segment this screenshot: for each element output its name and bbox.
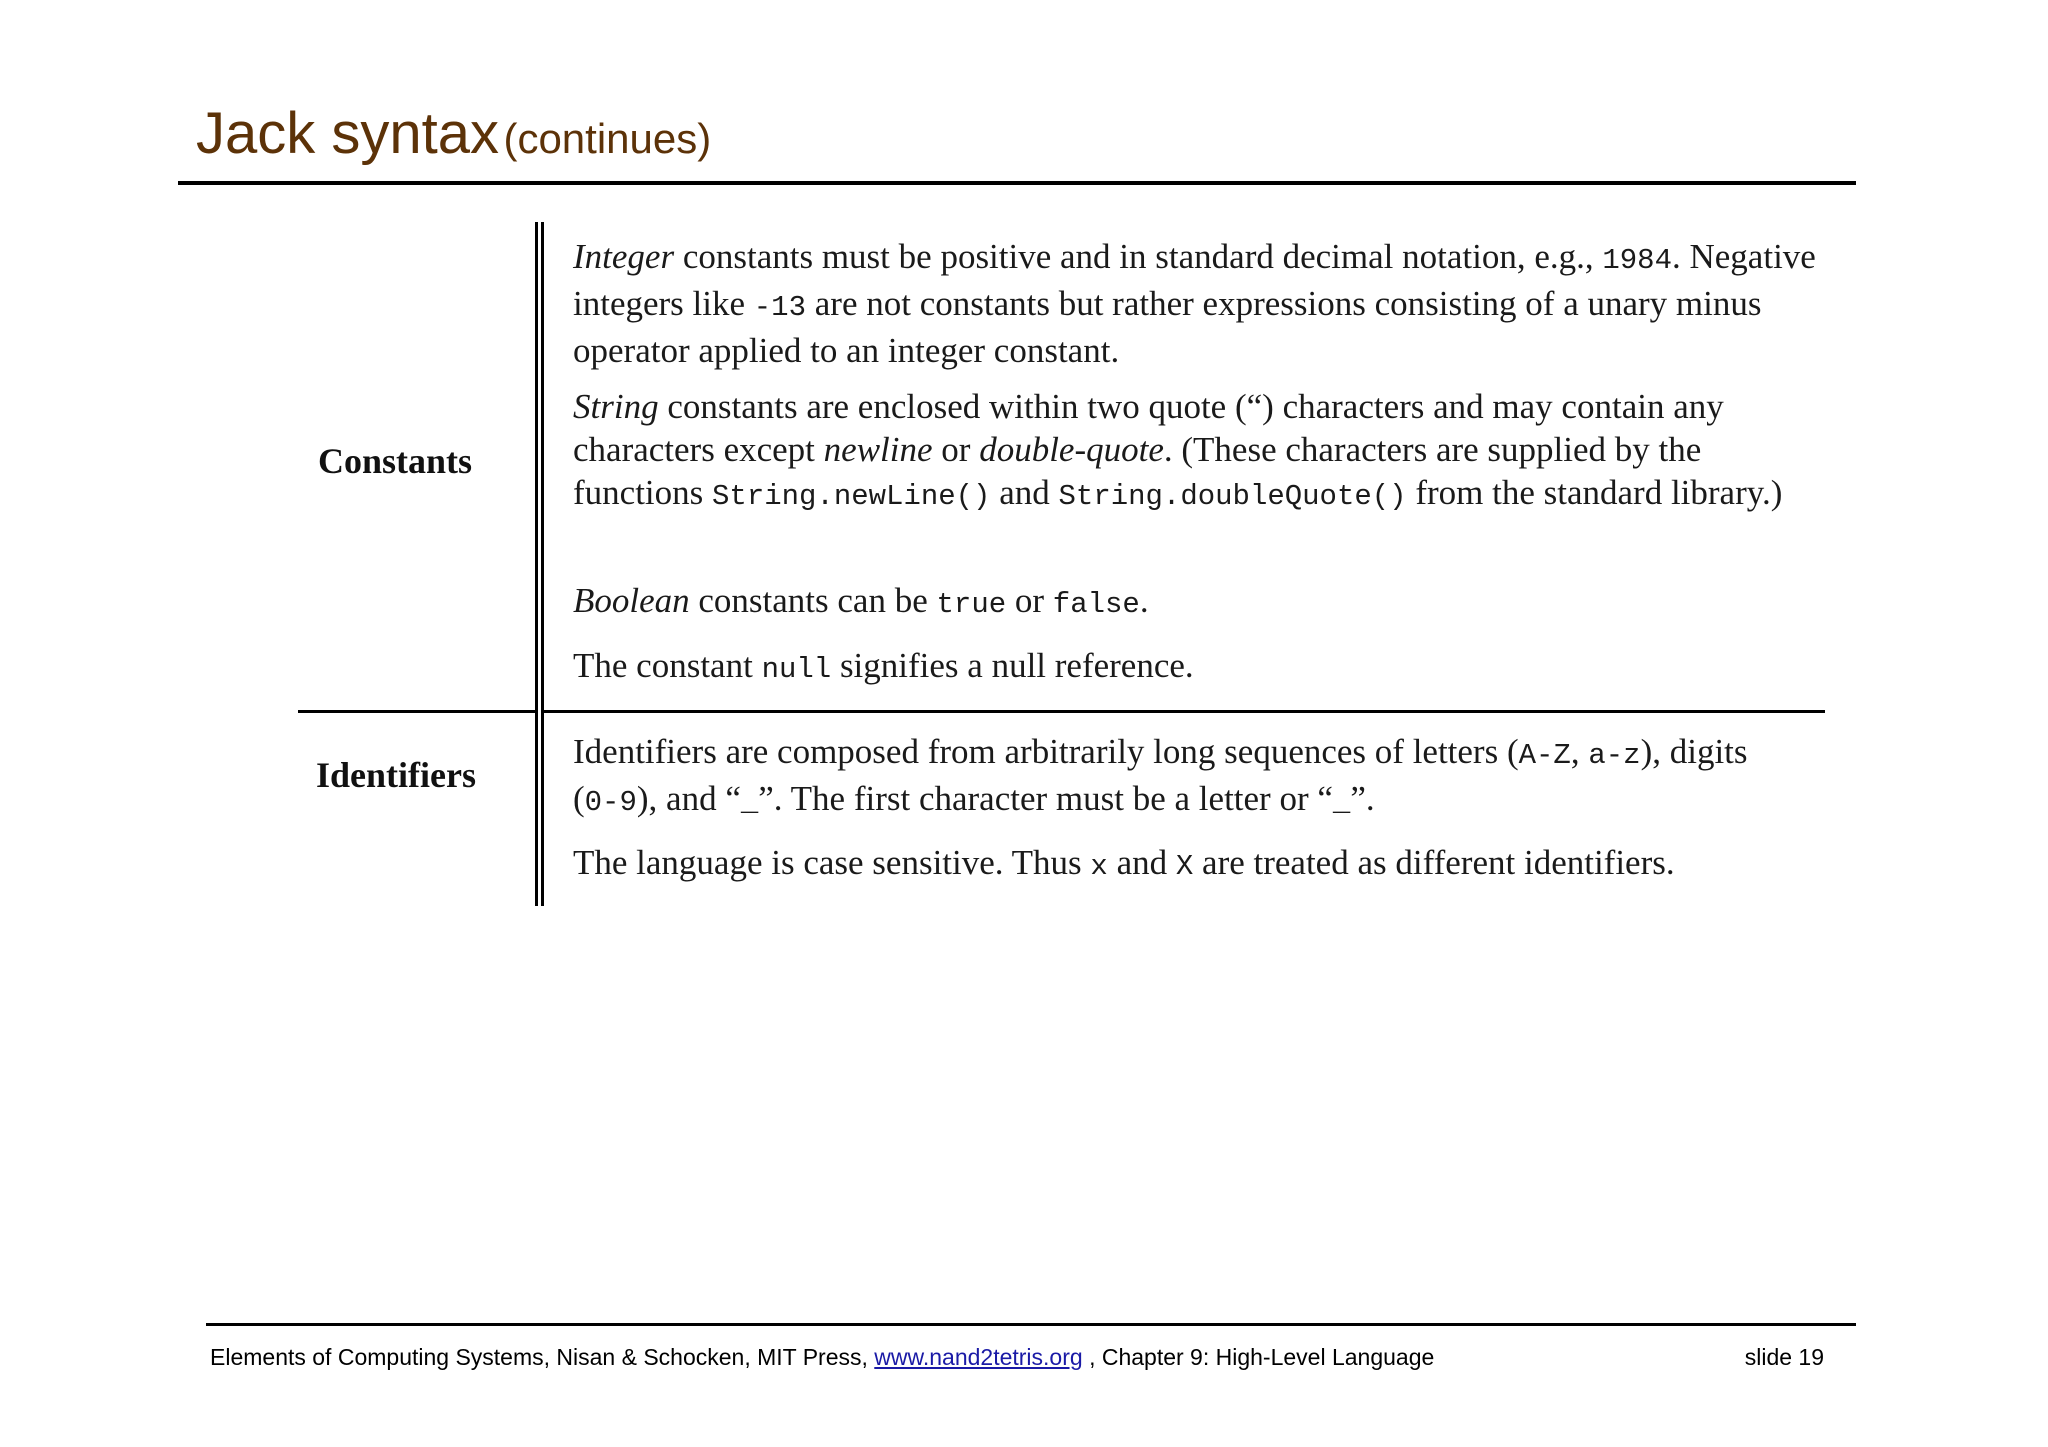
row-label-constants: Constants xyxy=(318,441,473,481)
code-literal: x xyxy=(1090,850,1108,883)
emphasis-text: Boolean xyxy=(573,581,690,620)
emphasis-text: newline xyxy=(823,430,933,469)
code-literal: _ xyxy=(1332,786,1351,819)
footer-text-after: , Chapter 9: High-Level Language xyxy=(1089,1344,1435,1370)
slide-title-main: Jack syntax xyxy=(196,101,499,166)
code-literal: A-Z xyxy=(1518,739,1571,772)
text-run: signifies a null reference. xyxy=(831,646,1194,685)
code-literal: X xyxy=(1175,850,1194,883)
text-run: ), digits ( xyxy=(573,732,1748,818)
text-run: from the standard library.) xyxy=(1406,473,1783,512)
slide-number: slide 19 xyxy=(1744,1344,1824,1370)
text-run: and xyxy=(1107,843,1176,882)
title-divider xyxy=(178,181,1856,185)
footer-divider xyxy=(206,1323,1856,1326)
code-literal: null xyxy=(761,653,832,686)
footer-link[interactable]: www.nand2tetris.org xyxy=(874,1344,1083,1370)
text-run: . (These characters are supplied by the functions xyxy=(573,430,1702,512)
slide-title-sub: (continues) xyxy=(503,115,712,162)
constants-string-paragraph xyxy=(573,385,1833,518)
text-run: , xyxy=(1570,732,1589,771)
text-run: constants are enclosed within two quote (“) characters and may contain any characters except xyxy=(573,387,1724,469)
table-row-divider-right xyxy=(544,710,1825,713)
constants-integer-paragraph xyxy=(573,235,1833,372)
constants-boolean-paragraph xyxy=(573,579,1833,626)
table-row-divider-left xyxy=(298,710,538,713)
emphasis-text: double-quote xyxy=(979,430,1164,469)
code-literal: 0-9 xyxy=(584,786,637,819)
identifiers-case-paragraph xyxy=(573,841,1833,888)
text-run: constants must be positive and in standard decimal notation, e.g., xyxy=(674,237,1603,276)
code-literal: _ xyxy=(740,786,759,819)
text-run: ”. xyxy=(1350,779,1375,818)
code-literal: false xyxy=(1052,588,1140,621)
code-literal: true xyxy=(936,588,1007,621)
footer-citation xyxy=(210,1344,1434,1371)
text-run: ), and “ xyxy=(636,779,741,818)
row-label-identifiers: Identifiers xyxy=(316,755,476,795)
code-literal: -13 xyxy=(753,291,806,324)
code-literal: String.newLine() xyxy=(712,480,991,513)
text-run: The language is case sensitive. Thus xyxy=(573,843,1091,882)
text-run: are not constants but rather expressions consisting of a unary minus operator applied to an integer constant. xyxy=(573,284,1762,370)
code-literal: String.doubleQuote() xyxy=(1058,480,1407,513)
text-run: . Negative integers like xyxy=(573,237,1816,323)
text-run: . xyxy=(1139,581,1149,620)
emphasis-text: Integer xyxy=(573,237,675,276)
footer-text-before: Elements of Computing Systems, Nisan & Schocken, MIT Press, xyxy=(210,1344,875,1370)
text-run: constants can be xyxy=(689,581,937,620)
constants-null-paragraph xyxy=(573,644,1833,691)
code-literal: 1984 xyxy=(1602,244,1672,277)
text-run: Identifiers are composed from arbitrarily long sequences of letters ( xyxy=(573,732,1519,771)
emphasis-text: String xyxy=(573,387,659,426)
text-run: and xyxy=(990,473,1059,512)
text-run: or xyxy=(1006,581,1053,620)
code-literal: a-z xyxy=(1588,739,1641,772)
table-column-divider xyxy=(535,222,544,906)
text-run: or xyxy=(932,430,980,469)
identifiers-composition-paragraph xyxy=(573,730,1753,824)
text-run: The constant xyxy=(573,646,762,685)
slide-title xyxy=(196,100,711,167)
text-run: ”. The first character must be a letter or “ xyxy=(758,779,1333,818)
text-run: are treated as different identifiers. xyxy=(1193,843,1675,882)
